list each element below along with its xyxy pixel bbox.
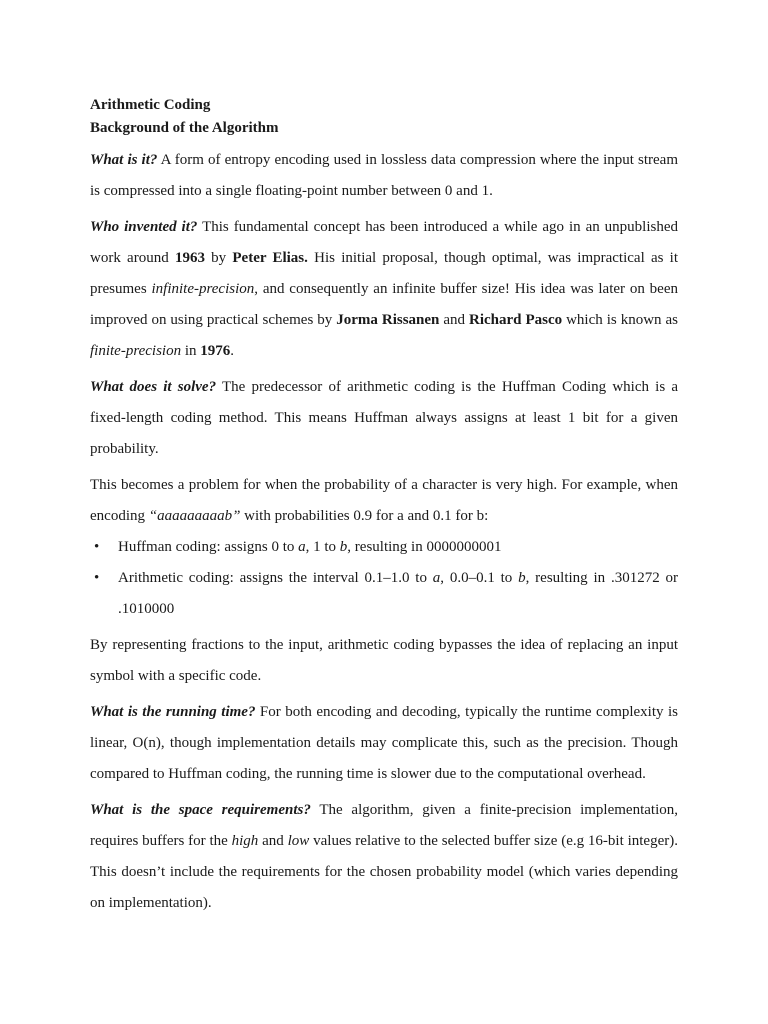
bullet-icon: • bbox=[94, 570, 100, 586]
emphasis-term: finite-precision bbox=[90, 343, 182, 359]
emphasis-term: b bbox=[518, 570, 526, 586]
document-title: Arithmetic Coding bbox=[90, 97, 211, 113]
paragraph-text: , 0.0–0.1 to bbox=[440, 570, 519, 586]
year: 1963 bbox=[174, 250, 205, 266]
paragraph-text: Huffman coding: assigns 0 to bbox=[118, 539, 299, 555]
list-item bbox=[90, 563, 678, 625]
paragraph-text: The algorithm, given a finite-precision implementation, requires buffers for the bbox=[90, 802, 678, 849]
paragraph-text: , resulting in .301272 or .1010000 bbox=[118, 570, 678, 617]
paragraph-what-is-it bbox=[90, 145, 678, 207]
paragraph-text: with probabilities 0.9 for a and 0.1 for b: bbox=[240, 508, 489, 524]
question-label: What is it? bbox=[90, 152, 158, 168]
question-label: What is the space requirements? bbox=[90, 802, 311, 818]
paragraph-who-invented bbox=[90, 212, 678, 367]
paragraph-example bbox=[90, 470, 678, 532]
paragraph-text: Arithmetic coding: assigns the interval 0.1–1.0 to bbox=[118, 570, 433, 586]
emphasis-term: high bbox=[231, 833, 259, 849]
section-heading: Background of the Algorithm bbox=[90, 120, 279, 136]
person-name: Peter Elias. bbox=[232, 250, 308, 266]
paragraph-text: which is known as bbox=[562, 312, 678, 328]
list-item bbox=[90, 532, 678, 563]
paragraph-space-requirements bbox=[90, 795, 678, 919]
paragraph-text: This fundamental concept has been introduced a while ago in an unpublished work around bbox=[90, 219, 678, 266]
person-name: Jorma Rissanen bbox=[336, 312, 440, 328]
person-name: Richard Pasco bbox=[468, 312, 563, 328]
paragraph-text: in bbox=[181, 343, 201, 359]
paragraph-text: , and consequently an infinite buffer size! His idea was later on been improved on using practical schemes by bbox=[90, 281, 678, 328]
paragraph-text: and bbox=[439, 312, 469, 328]
paragraph-text: , 1 to bbox=[305, 539, 340, 555]
emphasis-term: a bbox=[432, 570, 441, 586]
question-label: What does it solve? bbox=[90, 379, 217, 395]
emphasis-term: low bbox=[287, 833, 310, 849]
emphasis-term: b bbox=[339, 539, 348, 555]
paragraph-text: and bbox=[258, 833, 288, 849]
paragraph-text: A form of entropy encoding used in lossless data compression where the input stream is compressed into a single floating-point number between 0 and 1. bbox=[90, 152, 678, 199]
paragraph-fractions bbox=[90, 630, 678, 692]
paragraph-text: For both encoding and decoding, typically the runtime complexity is linear, O(n), though implementation details may complicate this, such as the precision. Though compared to Huffman coding, the running time is slower due to the computational overhead. bbox=[90, 704, 678, 782]
bullet-icon: • bbox=[94, 539, 100, 555]
paragraph-running-time bbox=[90, 697, 678, 790]
paragraph-text: His initial proposal, though optimal, was impractical as it presumes bbox=[90, 250, 679, 297]
paragraph-text: values relative to the selected buffer size (e.g 16-bit integer). This doesn’t include the requirements for the chosen probability model (which varies depending on implementation). bbox=[90, 833, 678, 911]
paragraph-text: by bbox=[204, 250, 233, 266]
paragraph-text: The predecessor of arithmetic coding is the Huffman Coding which is a fixed-length coding method. This means Huffman always assigns at least 1 bit for a given probability. bbox=[90, 379, 679, 457]
paragraph-text: , resulting in 0000000001 bbox=[347, 539, 502, 555]
emphasis-term: a bbox=[298, 539, 306, 555]
emphasis-term: “aaaaaaaaab” bbox=[148, 508, 241, 524]
question-label: Who invented it? bbox=[90, 219, 198, 235]
paragraph-text: This becomes a problem for when the probability of a character is very high. For example, when encoding bbox=[90, 477, 678, 524]
paragraph-what-does-it-solve bbox=[90, 372, 678, 465]
year: 1976 bbox=[200, 343, 231, 359]
paragraph-text: By representing fractions to the input, arithmetic coding bypasses the idea of replacing an input symbol with a specific code. bbox=[90, 637, 678, 684]
bullet-list bbox=[90, 532, 678, 625]
question-label: What is the running time? bbox=[90, 704, 256, 720]
paragraph-text: . bbox=[230, 343, 235, 359]
emphasis-term: infinite-precision bbox=[151, 281, 255, 297]
